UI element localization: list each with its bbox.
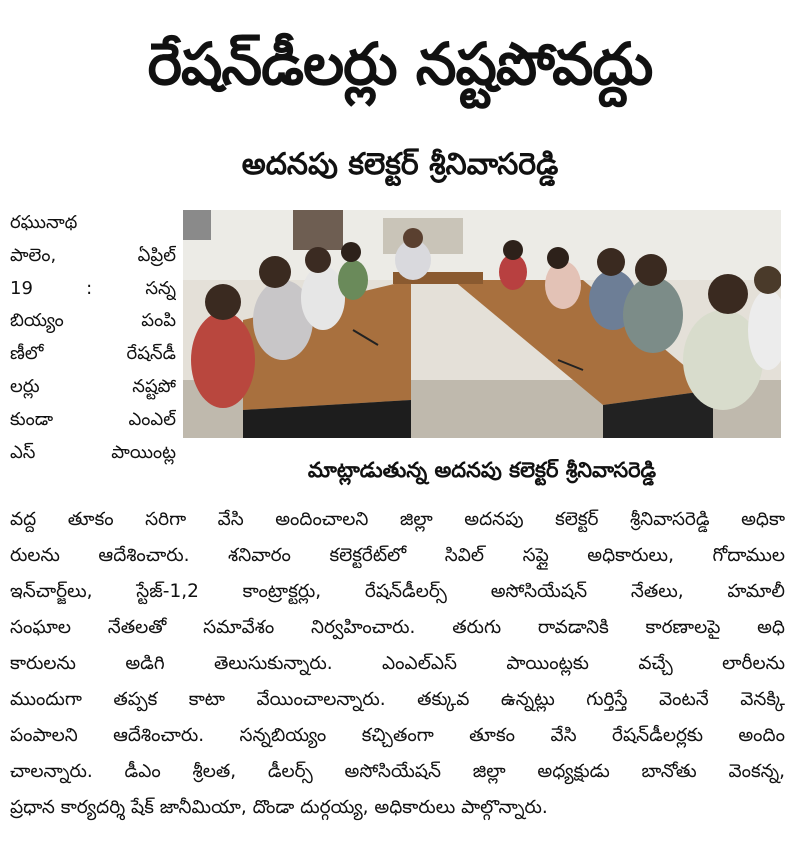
article-line: 19 : సన్న	[10, 277, 176, 299]
article-line: రఘునాథ	[10, 212, 78, 233]
article-line: బియ్యం పంపి	[10, 310, 176, 332]
article-line: లర్లు నష్టపో	[10, 375, 176, 397]
article-line: కారులను అడిగి తెలుసుకున్నారు. ఎంఎల్ఎస్ పాయింట్లకు వచ్చే లారీలను	[10, 653, 785, 674]
article-line: పంపాలని ఆదేశించారు. సన్నబియ్యం కచ్చితంగా తూకం వేసి రేషన్‌డీలర్లకు అందిం	[10, 725, 785, 746]
subheadline: అదనపు కలెక్టర్ శ్రీనివాసరెడ్డి	[241, 147, 559, 182]
article-body	[10, 502, 785, 826]
article-line: వద్ద తూకం సరిగా వేసి అందించాలని జిల్లా అదనపు కలెక్టర్ శ్రీనివాసరెడ్డి అధికా	[10, 509, 785, 530]
article-line: ముందుగా తప్పక కాటా వేయించాలన్నారు. తక్కువ ఉన్నట్లు గుర్తిస్తే వెంటనే వెనక్కి	[10, 689, 785, 710]
article-line: చాలన్నారు. డీఎం శ్రీలత, డీలర్స్ అసోసియేషన్ జిల్లా అధ్యక్షుడు బానోతు వెంకన్న,	[10, 761, 785, 782]
headline: రేషన్‌డీలర్లు నష్టపోవద్దు	[147, 30, 653, 98]
article-line: పాలెం, ఏప్రిల్	[10, 244, 176, 266]
article-line: ణీలో రేషన్‌డీ	[10, 343, 176, 365]
article-left-column	[10, 207, 176, 469]
meeting-photo-illustration	[183, 210, 781, 438]
photo-caption: మాట్లాడుతున్న అదనపు కలెక్టర్ శ్రీనివాసరెడ్డి	[307, 458, 657, 482]
article-line: కుండా ఎంఎల్	[10, 408, 176, 430]
article-line: ఇన్‌చార్జ్‌లు, స్టేజ్-1,2 కాంట్రాక్టర్లు, రేషన్‌డీలర్స్ అసోసియేషన్ నేతలు, హమాలీ	[10, 581, 785, 602]
meeting-photo	[183, 210, 781, 438]
article-line: ప్రధాన కార్యదర్శి షేక్ జానీమియా, దొండా దుర్గయ్య, అధికారులు పాల్గొన్నారు.	[10, 797, 548, 818]
article-line: రులను ఆదేశించారు. శనివారం కలెక్టరేట్‌లో సివిల్ సప్లై అధికారులు, గోదాముల	[10, 545, 785, 566]
article-line: సంఘాల నేతలతో సమావేశం నిర్వహించారు. తరుగు రావడానికి కారణాలపై అధి	[10, 617, 785, 638]
article-line: ఎస్ పాయింట్ల	[10, 441, 176, 463]
